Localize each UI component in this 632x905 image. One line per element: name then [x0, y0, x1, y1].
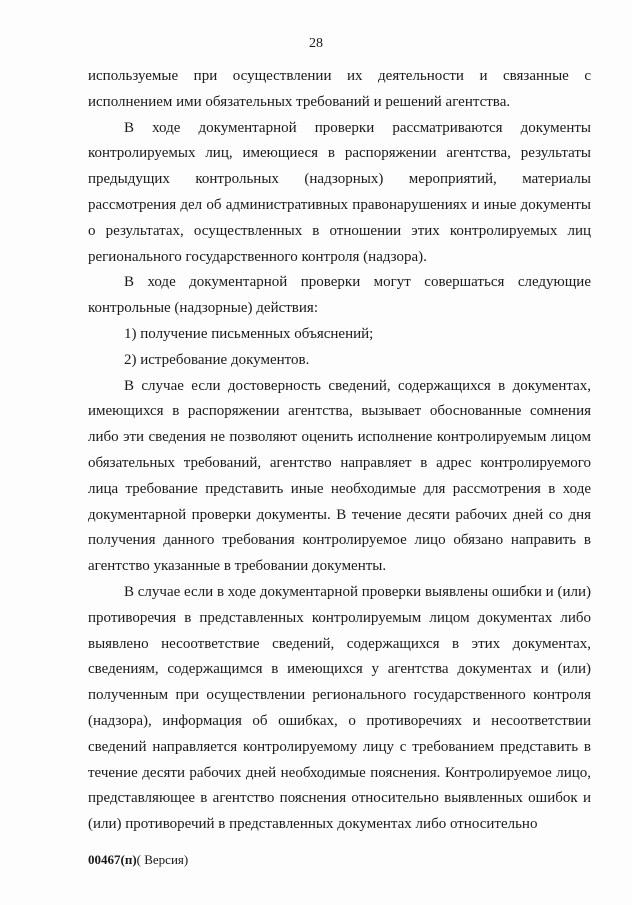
body-text	[88, 64, 591, 838]
list-item-explanations: 1) получение письменных объяснений;	[124, 325, 374, 342]
paragraph-reliability-doubts: В случае если достоверность сведений, содержащихся в документах, имеющихся в распоряжении агентства, вызывает обоснованные сомнения либо эти сведения не позволяют оценить исполнение контролируемым лицом обязательных требований, агентство направляет в адрес контролируемого лица требование представить иные необходимые для рассмотрения в ходе документарной проверки документы. В течение десяти рабочих дней со дня получения данного требования контролируемое лицо обязано направить в агентство указанные в требовании документы.	[88, 377, 591, 575]
document-footer	[88, 852, 188, 868]
list-item-documents-request: 2) истребование документов.	[124, 351, 310, 368]
paragraph-continuation: используемые при осуществлении их деятельности и связанные с исполнением ими обязательных требований и решений агентства.	[88, 68, 591, 110]
page-number: 28	[309, 36, 323, 51]
paragraph-control-actions: В ходе документарной проверки могут совершаться следующие контрольные (надзорные) действия:	[88, 274, 591, 317]
paragraph-documents-review: В ходе документарной проверки рассматриваются документы контролируемых лиц, имеющиеся в распоряжении агентства, результаты предыдущих контрольных (надзорных) мероприятий, материалы рассмотрения дел об административных правонарушениях и иные документы о результатах, осуществленных в отношении этих контролируемых лиц регионального государственного контроля (надзора).	[88, 119, 591, 265]
document-version: ( Версия)	[136, 852, 189, 867]
paragraph-errors-contradictions: В случае если в ходе документарной проверки выявлены ошибки и (или) противоречия в представленных контролируемым лицом документах либо выявлено несоответствие сведений, содержащихся в этих документах, сведениям, содержащимся в имеющихся у агентства документах и (или) полученным при осуществлении регионального государственного контроля (надзора), информация об ошибках, о противоречиях и несоответствии сведений направляется контролируемому лицу с требованием представить в течение десяти рабочих дней необходимые пояснения. Контролируемое лицо, представляющее в агентство пояснения относительно выявленных ошибок и (или) противоречий в представленных документах либо относительно	[88, 583, 591, 833]
document-code: 00467(п)	[88, 852, 137, 867]
